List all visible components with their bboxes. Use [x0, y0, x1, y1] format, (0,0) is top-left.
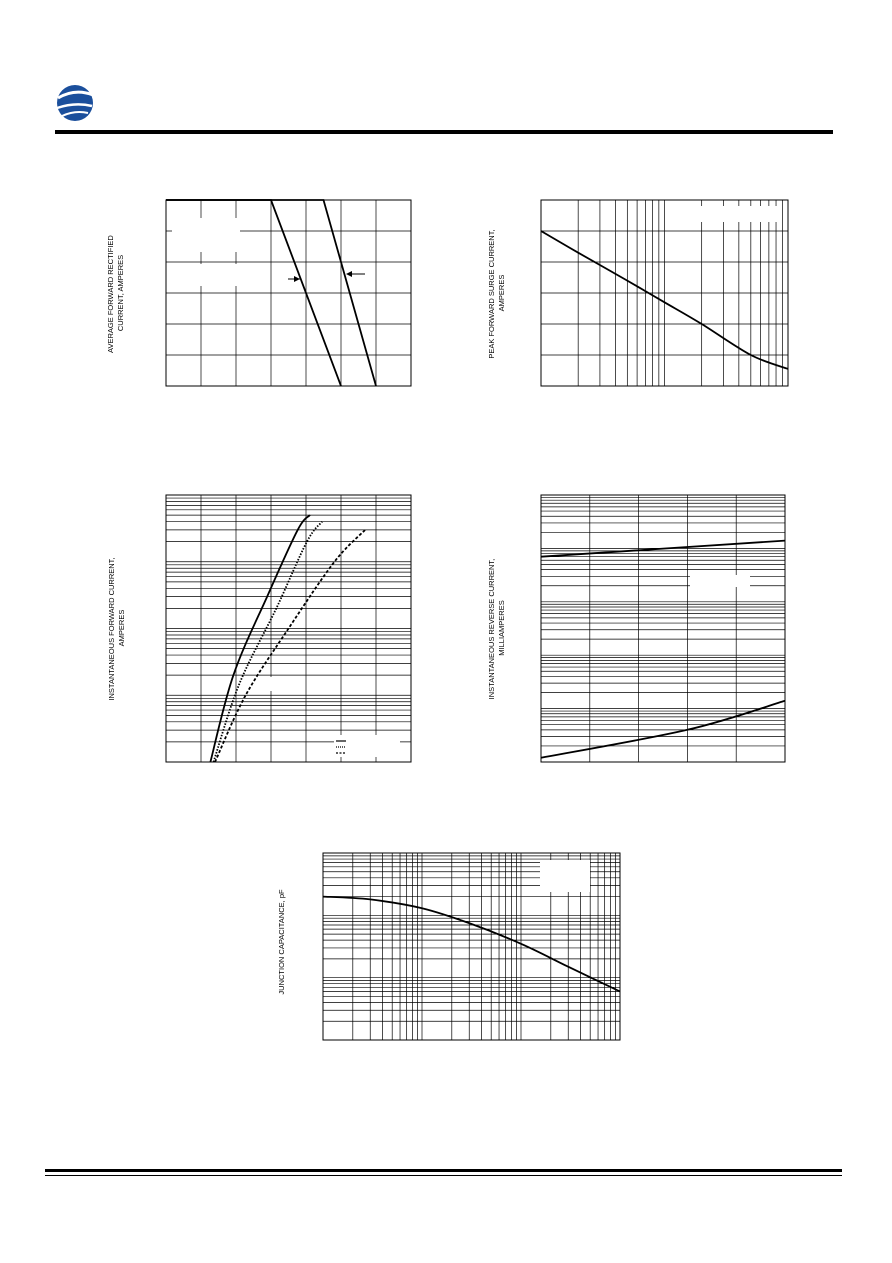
- chart-capacitance: [277, 853, 620, 1040]
- legend-box: [540, 860, 590, 892]
- y-axis-label: INSTANTANEOUS FORWARD CURRENT, AMPERES: [107, 557, 126, 701]
- arrowhead-icon: [346, 271, 352, 277]
- company-logo: [57, 85, 93, 121]
- annotation-box: [690, 575, 750, 587]
- chart-surge: [487, 200, 788, 386]
- legend-box: [172, 218, 240, 252]
- series-line-2: [541, 701, 785, 758]
- y-axis-label: PEAK FORWARD SURGE CURRENT, AMPERES: [487, 229, 506, 359]
- y-axis-label: INSTANTANEOUS REVERSE CURRENT, MILLIAMPERES: [487, 558, 506, 700]
- footer-rule-thin: [45, 1175, 842, 1176]
- chart-reverse: [487, 495, 785, 762]
- footer-rule-thick: [45, 1169, 842, 1172]
- series-line-1: [323, 897, 620, 992]
- chart-derating: [106, 200, 411, 386]
- legend-box: [334, 735, 400, 757]
- y-axis-label: AVERAGE FORWARD RECTIFIED CURRENT, AMPERES: [106, 235, 125, 353]
- y-axis-label: JUNCTION CAPACITANCE, pF: [277, 889, 286, 995]
- plot-frame: [541, 495, 785, 762]
- annotation-box: [200, 264, 268, 286]
- legend-box: [700, 206, 782, 222]
- chart-forward: [107, 495, 411, 762]
- header-rule: [55, 130, 833, 134]
